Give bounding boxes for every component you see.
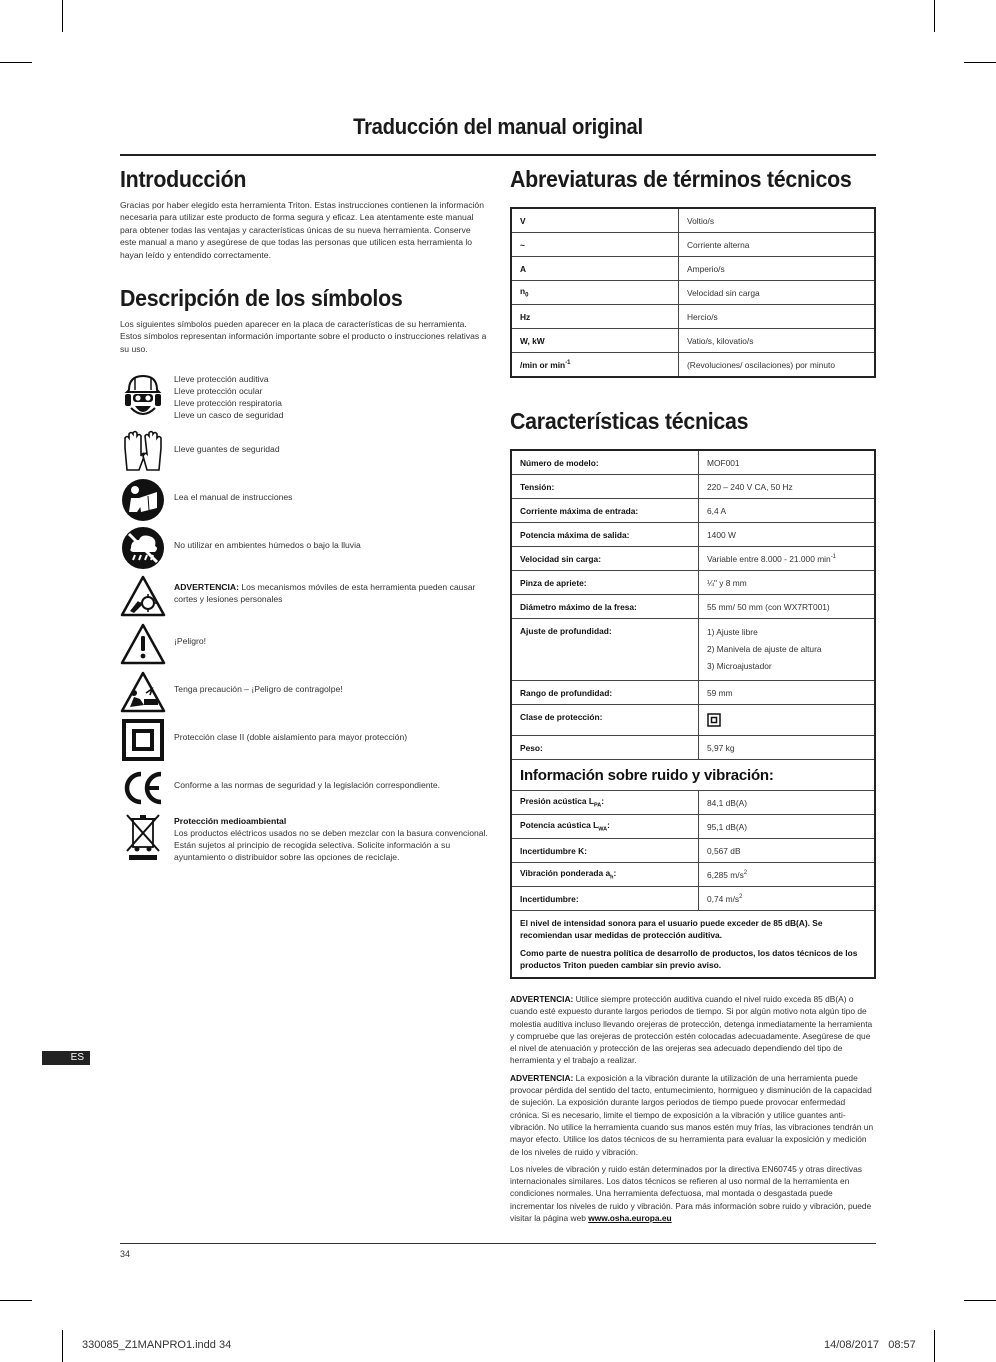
symbol-text: Tenga precaución – ¡Peligro de contragolpe! bbox=[174, 684, 343, 695]
symbol-text: ADVERTENCIA: Los mecanismos móviles de esta herramienta pueden causar cortes y lesiones personales bbox=[174, 582, 476, 605]
read-manual-icon bbox=[120, 477, 166, 523]
crop-mark bbox=[934, 0, 935, 32]
symbol-text: Lleve guantes de seguridad bbox=[174, 444, 280, 455]
danger-icon bbox=[120, 621, 166, 667]
notes-row bbox=[511, 911, 875, 979]
symbol-list bbox=[120, 369, 488, 869]
table-row: Ajuste de profundidad: 1) Ajuste libre 2) Manivela de ajuste de altura 3) Microajustador bbox=[511, 619, 875, 681]
table-row: Número de modelo: MOF001 bbox=[511, 450, 875, 475]
slug-filename: 330085_Z1MANPRO1.indd 34 bbox=[82, 1339, 232, 1351]
specs-table bbox=[510, 449, 876, 979]
page-number: 34 bbox=[120, 1249, 131, 1259]
symbols-intro-text: Los siguientes símbolos pueden aparecer en la placa de características de su herramienta. Estos símbolos representan información importante sobre el producto o instrucciones relativas a su uso. bbox=[120, 319, 487, 354]
intro-text: Gracias por haber elegido esta herramienta Triton. Estas instrucciones contienen la información necesaria para utilizar este producto de forma segura y eficaz. Lea atentamente este manual para obtener todas las ventajas y características únicas de su nueva herramienta. Conserve este manual a mano y asegúrese de que todas las personas que utilicen esta herramienta lo hayan leído y entendido correctamente. bbox=[120, 200, 484, 260]
abbreviations-table bbox=[510, 207, 876, 378]
no-rain-icon bbox=[120, 525, 166, 571]
weee-bin-icon bbox=[120, 813, 166, 859]
table-row: Pinza de apriete: ¼" y 8 mm bbox=[511, 571, 875, 595]
crop-mark bbox=[0, 1300, 32, 1301]
table-row: Rango de profundidad: 59 mm bbox=[511, 681, 875, 705]
table-row: Incertidumbre: 0,74 $m/s^2$ bbox=[511, 887, 875, 911]
crop-mark bbox=[964, 1300, 996, 1301]
table-row: A Amperio/s bbox=[511, 257, 875, 281]
table-row: Presión acústica $L_{PA}$: 84,1 dB(A) bbox=[511, 791, 875, 815]
noise-heading-row bbox=[511, 760, 875, 791]
language-tab: ES bbox=[42, 1051, 90, 1065]
table-row: Potencia máxima de salida: 1400 W bbox=[511, 523, 875, 547]
crop-mark bbox=[964, 62, 996, 63]
list-item bbox=[120, 425, 488, 473]
table-row: Velocidad sin carga: Variable entre 8.000 - 21.000 $\min^{-1}$ bbox=[511, 547, 875, 571]
warnings-block bbox=[510, 993, 876, 1224]
list-item bbox=[120, 521, 488, 569]
class-ii-icon bbox=[120, 717, 166, 763]
gloves-icon bbox=[120, 429, 166, 475]
symbol-text: Conforme a las normas de seguridad y la legislación correspondiente. bbox=[174, 780, 441, 791]
specs-heading: Características técnicas bbox=[510, 408, 749, 434]
vibration-warning: ADVERTENCIA: La exposición a la vibración durante la utilización de una herramienta puede provocar pérdida del sentido del tacto, entumecimiento, hormigueo y disminución de la capacidad de sujeción. La exposición durante largos periodos de tiempo puede provocar enfermedad crónica. Si es necesario, limite el tiempo de exposición a la vibración y utilice guantes anti-vibración. No utilice la herramienta cuando sus manos estén muy frías, las vibraciones tendrán un mayor efecto. Utilice los datos técnicos de su herramienta para evaluar la exposición y medición de los niveles de ruido y vibración. bbox=[510, 1072, 874, 1157]
table-row: Peso: 5,97 kg bbox=[511, 736, 875, 760]
list-item bbox=[120, 369, 488, 425]
table-row: Corriente máxima de entrada: 6,4 A bbox=[511, 499, 875, 523]
table-row: W, kW Vatio/s, kilovatio/s bbox=[511, 329, 875, 353]
list-item bbox=[120, 713, 488, 761]
symbol-text: Lea el manual de instrucciones bbox=[174, 492, 293, 503]
table-row: Incertidumbre K: 0,567 dB bbox=[511, 839, 875, 863]
ppe-head-icon bbox=[120, 373, 166, 419]
table-row: ~ Corriente alterna bbox=[511, 233, 875, 257]
crop-mark bbox=[0, 62, 32, 63]
ce-mark-icon bbox=[120, 765, 166, 811]
list-item bbox=[120, 809, 488, 869]
table-row: Vibración ponderada $a_h$: 6,285 $m/s^2$ bbox=[511, 863, 875, 887]
symbol-text: Protección clase II (doble aislamiento para mayor protección) bbox=[174, 732, 408, 743]
table-row: Potencia acústica $L_{WA}$: 95,1 dB(A) bbox=[511, 815, 875, 839]
crop-mark bbox=[62, 0, 63, 32]
symbol-text: ¡Peligro! bbox=[174, 636, 206, 647]
slug-datetime: 14/08/2017 08:57 bbox=[824, 1339, 916, 1351]
crop-mark bbox=[934, 1330, 935, 1362]
table-row: /min or $\min^{-1}$ (Revoluciones/ oscilaciones) por minuto bbox=[511, 353, 875, 378]
osha-link[interactable]: www.osha.europa.eu bbox=[588, 1213, 672, 1224]
table-row: $n_0$ Velocidad sin carga bbox=[511, 281, 875, 305]
footer-rule bbox=[120, 1243, 876, 1244]
list-item bbox=[120, 473, 488, 521]
left-column bbox=[120, 166, 488, 869]
list-item bbox=[120, 665, 488, 713]
class-ii-icon bbox=[707, 713, 721, 727]
table-row: Tensión: 220 – 240 V CA, 50 Hz bbox=[511, 475, 875, 499]
table-row: Diámetro máximo de la fresa: 55 mm/ 50 mm (con WX7RT001) bbox=[511, 595, 875, 619]
symbol-text: No utilizar en ambientes húmedos o bajo la lluvia bbox=[174, 540, 361, 551]
list-item bbox=[120, 569, 488, 617]
abbreviations-heading: Abreviaturas de términos técnicos bbox=[510, 166, 852, 192]
crop-mark bbox=[62, 1330, 63, 1362]
table-row: Hz Hercio/s bbox=[511, 305, 875, 329]
noise-warning: ADVERTENCIA: Utilice siempre protección auditiva cuando el nivel ruido exceda 85 dB(A) o cuando esté expuesto durante largos periodos de tiempo. Si por algún motivo nota algún tipo de molestia auditiva incluso llevando orejeras de protección, detenga inmediatamente la herramienta y compruebe que las orejeras de protección estén colocadas adecuadamente. Asegúrese de que el nivel de atenuación y protección de las orejeras sea adecuado dependiendo del tipo de herramienta y el trabajo a realizar. bbox=[510, 994, 873, 1066]
noise-note: El nivel de intensidad sonora para el usuario puede exceder de 85 dB(A). Se recomiendan usar medidas de protección auditiva. bbox=[520, 918, 823, 940]
title-rule bbox=[120, 154, 876, 156]
intro-heading: Introducción bbox=[120, 166, 247, 192]
policy-note: Como parte de nuestra política de desarrollo de productos, los datos técnicos de los productos Triton pueden cambiar sin previo aviso. bbox=[520, 948, 858, 970]
right-column bbox=[510, 166, 876, 1229]
symbol-text: Lleve protección auditiva Lleve protección ocular Lleve protección respiratoria Lleve un casco de seguridad bbox=[174, 374, 284, 421]
table-row: V Voltio/s bbox=[511, 208, 875, 233]
kickback-icon bbox=[120, 669, 166, 715]
list-item bbox=[120, 761, 488, 809]
symbol-text: Protección medioambiental Los productos eléctricos usados no se deben mezclar con la basura convencional. Están sujetos al principio de recogida selectiva. Solicite información a su ayuntamiento o distribuidor sobre las opciones de reciclaje. bbox=[174, 816, 488, 863]
page-title: Traducción del manual original bbox=[353, 114, 643, 139]
noise-heading: Información sobre ruido y vibración: bbox=[511, 760, 875, 791]
moving-parts-warning-icon bbox=[120, 573, 166, 619]
list-item bbox=[120, 617, 488, 665]
symbols-heading: Descripción de los símbolos bbox=[120, 285, 403, 312]
levels-info: Los niveles de vibración y ruido están determinados por la directiva EN60745 y otras directivas internacionales similares. Los datos técnicos se refieren al uso normal de la herramienta en condiciones normales. Una herramienta defectuosa, mal montada o desgastada puede incrementar los niveles de ruido y vibración. Para más información sobre ruido y vibración, puede visitar la página web www.osha.europa.eu bbox=[510, 1163, 872, 1224]
table-row: Clase de protección: bbox=[511, 705, 875, 736]
